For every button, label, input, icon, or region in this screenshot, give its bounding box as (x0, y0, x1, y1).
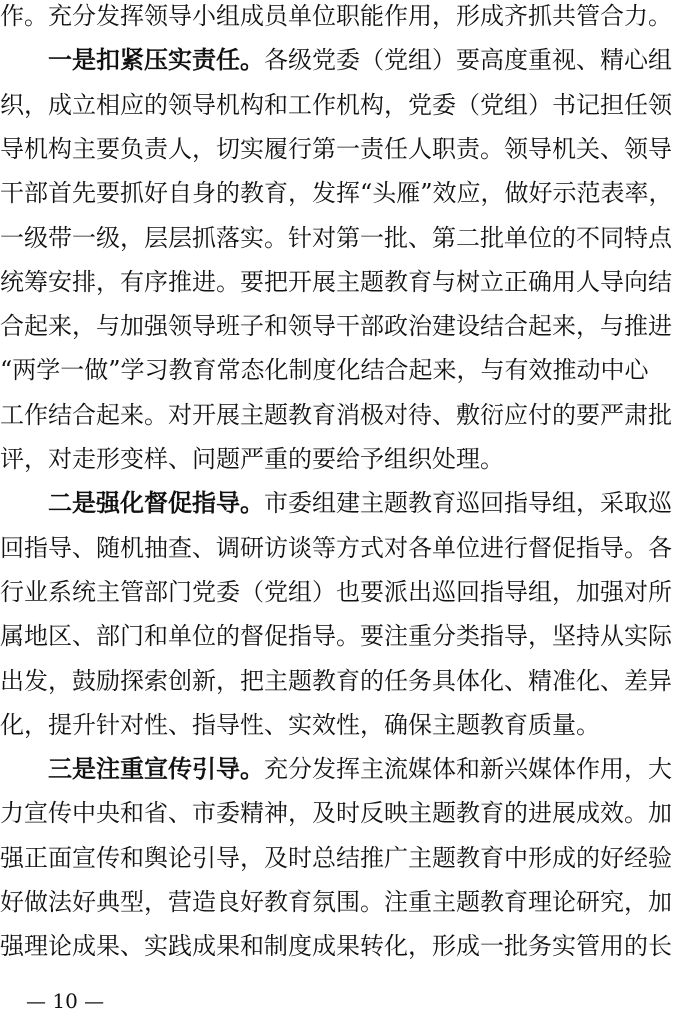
line-text: 评，对走形变样、问题严重的要给予组织处理。 (0, 445, 504, 473)
line-text: 好做法好典型，营造良好教育氛围。注重主题教育理论研究，加 (0, 888, 672, 916)
text-line (0, 838, 677, 878)
line-text: 合起来，与加强领导班子和领导干部政治建设结合起来，与推进 (0, 312, 672, 341)
text-line (0, 926, 677, 966)
text-line (0, 661, 677, 701)
text-line (0, 793, 677, 833)
line-text: 力宣传中央和省、市委精神，及时反映主题教育的进展成效。加 (0, 799, 672, 828)
line-text: 干部首先要抓好自身的教育，发挥“头雁”效应，做好示范表率， (0, 179, 673, 208)
line-text: 作。充分发挥领导小组成员单位职能作用，形成齐抓共管合力。 (0, 2, 672, 30)
text-line (0, 85, 677, 125)
text-line (48, 40, 677, 80)
text-line (0, 0, 677, 36)
text-line (0, 262, 677, 302)
paragraph-lead: 二是强化督促指导。 (48, 488, 264, 518)
text-line (0, 173, 677, 213)
text-line (48, 483, 677, 523)
text-line (0, 572, 677, 612)
line-text: 织，成立相应的领导机构和工作机构，党委（党组）书记担任领 (0, 90, 672, 119)
line-text: “两学一做”学习教育常态化制度化结合起来，与有效推动中心 (0, 356, 649, 385)
text-line (0, 439, 677, 479)
line-text: 充分发挥主流媒体和新兴媒体作用，大 (264, 755, 672, 784)
text-line (48, 749, 677, 789)
line-text: 强正面宣传和舆论引导，及时总结推广主题教育中形成的好经验 (0, 843, 672, 872)
text-line (0, 350, 677, 390)
line-text: 化，提升针对性、指导性、实效性，确保主题教育质量。 (0, 710, 600, 739)
line-text: 出发，鼓励探索创新，把主题教育的任务具体化、精准化、差异 (0, 666, 672, 695)
text-line (0, 616, 677, 656)
text-line (0, 218, 677, 258)
paragraph-lead: 一是扣紧压实责任。 (48, 45, 264, 75)
page-number: — 10 — (26, 989, 105, 1013)
line-text: 一级带一级，层层抓落实。针对第一批、第二批单位的不同特点 (0, 223, 672, 252)
text-line (0, 306, 677, 346)
line-text: 市委组建主题教育巡回指导组，采取巡 (264, 489, 672, 518)
text-line (0, 705, 677, 745)
paragraph-lead: 三是注重宣传引导。 (48, 754, 264, 784)
text-line (0, 528, 677, 568)
line-text: 统筹安排，有序推进。要把开展主题教育与树立正确用人导向结 (0, 267, 672, 296)
line-text: 导机构主要负责人，切实履行第一责任人职责。领导机关、领导 (0, 134, 672, 163)
text-line (0, 882, 677, 922)
line-text: 回指导、随机抽查、调研访谈等方式对各单位进行督促指导。各 (0, 533, 672, 562)
line-text: 强理论成果、实践成果和制度成果转化，形成一批务实管用的长 (0, 932, 672, 961)
line-text: 属地区、部门和单位的督促指导。要注重分类指导，坚持从实际 (0, 622, 672, 651)
text-line (0, 395, 677, 435)
line-text: 工作结合起来。对开展主题教育消极对待、敷衍应付的要严肃批 (0, 400, 672, 429)
line-text: 各级党委（党组）要高度重视、精心组 (264, 46, 672, 75)
line-text: 行业系统主管部门党委（党组）也要派出巡回指导组，加强对所 (0, 577, 672, 606)
text-line (0, 129, 677, 169)
